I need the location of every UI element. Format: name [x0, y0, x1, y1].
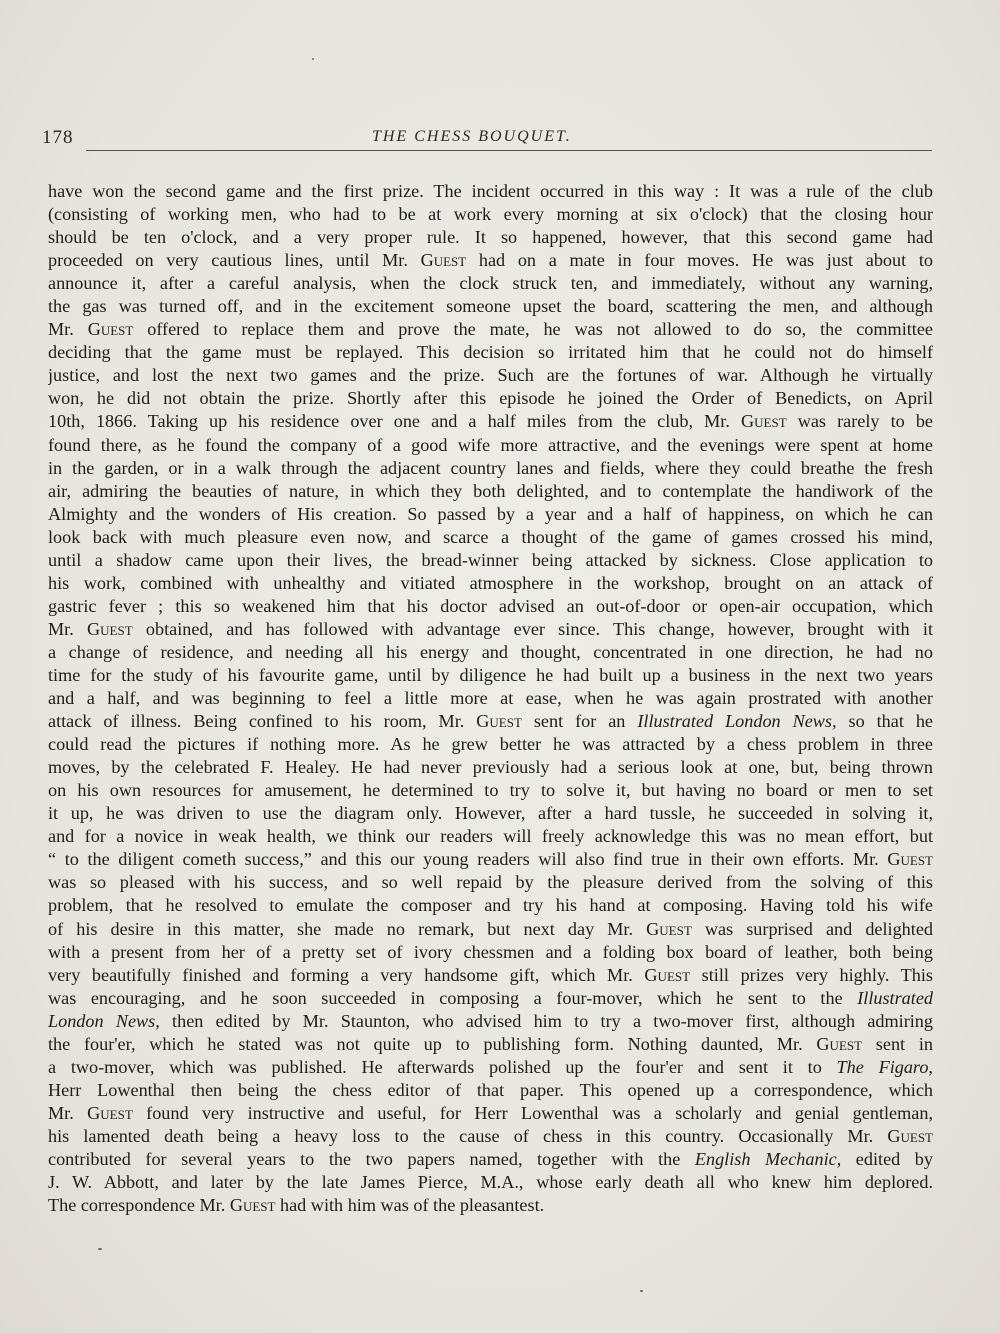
text-run: look back with much pleasure even now, and scarce a thought of the game of games crossed his mind, — [48, 526, 933, 547]
text-run: gastric fever ; this so weakened him that his doctor advised an out-of-door or open-air occupation, which — [48, 595, 933, 616]
text-line — [48, 1194, 933, 1217]
text-run: a change of residence, and needing all his energy and thought, concentrated in one direction, he had no — [48, 641, 933, 662]
text-line — [48, 1148, 933, 1171]
text-run: time for the study of his favourite game, until by diligence he had built up a business in the next two years — [48, 664, 933, 685]
text-run: could read the pictures if nothing more. As he grew better he was attracted by a chess problem in three — [48, 734, 933, 755]
text-run: was rarely to be — [786, 411, 933, 432]
text-line — [48, 802, 933, 825]
text-line — [48, 1010, 933, 1033]
text-run: deciding that the game must be replayed. This decision so irritated him that he could not do himself — [48, 342, 933, 363]
text-run: and a half, and was beginning to feel a little more at ease, when he was again prostrated with another — [48, 688, 933, 709]
text-run: found there, as he found the company of a good wife more attractive, and the evenings were spent at home — [48, 434, 933, 455]
paper-speck — [640, 1290, 643, 1292]
text-run: sent in — [862, 1033, 933, 1054]
text-run: won, he did not obtain the prize. Shortly after this episode he joined the Order of Benedicts, on April — [48, 388, 933, 409]
text-line — [48, 687, 933, 710]
text-line — [48, 894, 933, 917]
text-line — [48, 825, 933, 848]
text-line — [48, 572, 933, 595]
text-run: very beautifully finished and forming a very handsome gift, which Mr. — [48, 964, 645, 985]
text-line — [48, 272, 933, 295]
name-small-caps: Guest — [646, 918, 692, 939]
text-run: on his own resources for amusement, he determined to try to solve it, but having no board or men to set — [48, 780, 933, 801]
text-run: with a present from her of a pretty set of ivory chessmen and a folding box board of leather, both being — [48, 941, 933, 962]
text-run: Mr. — [48, 1102, 88, 1123]
text-line — [48, 1102, 933, 1125]
paper-speck — [312, 58, 314, 60]
text-line — [48, 964, 933, 987]
text-run: air, admiring the beauties of nature, in which they both delighted, and to contemplate the handiwork of the — [48, 480, 933, 501]
text-line — [48, 848, 933, 871]
italic-title: Illustrated London News, — [637, 711, 837, 732]
text-line — [48, 733, 933, 756]
text-run: should be ten o'clock, and a very proper rule. It so happened, however, that this second game had — [48, 227, 933, 248]
italic-title: The Figaro, — [836, 1056, 933, 1077]
text-run: the four'er, which he stated was not quite up to publishing form. Nothing daunted, Mr. — [48, 1033, 817, 1054]
text-run: his lamented death being a heavy loss to the cause of chess in this country. Occasionally Mr. — [48, 1125, 888, 1146]
text-line — [48, 364, 933, 387]
name-small-caps: Guest — [420, 250, 467, 271]
name-small-caps: Guest — [87, 319, 134, 340]
text-run: justice, and lost the next two games and the prize. Such are the fortunes of war. Although he virtually — [48, 365, 933, 386]
name-small-caps: Guest — [741, 411, 787, 432]
text-run: offered to replace them and prove the mate, he was not allowed to do so, the committee — [133, 319, 933, 340]
name-small-caps: Guest — [229, 1195, 276, 1216]
text-line — [48, 987, 933, 1010]
text-line — [48, 480, 933, 503]
text-line — [48, 180, 933, 203]
text-run: obtained, and has followed with advantage ever since. This change, however, brought with it — [132, 618, 933, 639]
text-run: Mr. — [48, 319, 88, 340]
text-line — [48, 503, 933, 526]
text-run: until a shadow came upon their lives, the bread-winner being attacked by sickness. Close application to — [48, 549, 933, 570]
text-run: (consisting of working men, who had to be at work every morning at six o'clock) that the closing hour — [48, 204, 933, 225]
text-line — [48, 434, 933, 457]
text-run: so that he — [836, 711, 933, 732]
text-line — [48, 387, 933, 410]
text-run: The correspondence Mr. — [48, 1195, 230, 1216]
text-line — [48, 549, 933, 572]
text-run: then edited by Mr. Staunton, who advised him to try a two-mover first, although admiring — [159, 1010, 933, 1031]
book-title: THE CHESS BOUQUET. — [372, 128, 572, 145]
text-run: was surprised and delighted — [691, 918, 933, 939]
text-line — [48, 1033, 933, 1056]
text-run: his work, combined with unhealthy and vitiated atmosphere in the workshop, brought on an attack of — [48, 572, 933, 593]
paper-speck — [98, 1248, 102, 1250]
text-line — [48, 1171, 933, 1194]
text-run: moves, by the celebrated F. Healey. He had never previously had a serious look at one, but, being thrown — [48, 757, 933, 778]
text-run: of his desire in this matter, she made no remark, but next day Mr. — [48, 918, 647, 939]
text-line — [48, 295, 933, 318]
text-run: contributed for several years to the two papers named, together with the — [48, 1148, 695, 1169]
page-number: 178 — [42, 127, 74, 148]
text-line — [48, 1125, 933, 1148]
text-run: sent for an — [521, 711, 638, 732]
text-run: in the garden, or in a walk through the adjacent country lanes and fields, where they could breathe the fresh — [48, 457, 933, 478]
text-run: and for a novice in weak health, we think our readers will freely acknowledge this was no mean effort, but — [48, 826, 933, 847]
text-line — [48, 779, 933, 802]
name-small-caps: Guest — [87, 1102, 133, 1123]
text-run: it up, he was driven to use the diagram only. However, after a hard tussle, he succeeded in solving it, — [48, 803, 933, 824]
text-line — [48, 1056, 933, 1079]
name-small-caps: Guest — [816, 1033, 863, 1054]
text-line — [48, 226, 933, 249]
text-line — [48, 941, 933, 964]
text-line — [48, 595, 933, 618]
text-line — [48, 664, 933, 687]
text-run: “ to the diligent cometh success,” and this our young readers will also find true in their own efforts. Mr. — [48, 849, 888, 870]
text-run: found very instructive and useful, for Herr Lowenthal was a scholarly and genial gentleman, — [132, 1102, 933, 1123]
text-run: was so pleased with his success, and so well repaid by the pleasure derived from the solving of this — [48, 872, 933, 893]
text-run: announce it, after a careful analysis, when the clock struck ten, and immediately, without any warning, — [48, 273, 933, 294]
body-text — [48, 180, 933, 1217]
text-run: have won the second game and the first prize. The incident occurred in this way : It was a rule of the club — [48, 181, 933, 201]
text-line — [48, 756, 933, 779]
name-small-caps: Guest — [644, 964, 691, 985]
name-small-caps: Guest — [87, 618, 133, 639]
text-run: edited by — [841, 1148, 933, 1169]
text-run: problem, that he resolved to emulate the composer and try his hand at composing. Having told his wife — [48, 895, 933, 916]
text-run: Almighty and the wonders of His creation. So passed by a year and a half of happiness, on which he can — [48, 503, 933, 524]
text-line — [48, 410, 933, 433]
text-run: still prizes very highly. This — [690, 964, 933, 985]
text-run: the gas was turned off, and in the excitement someone upset the board, scattering the men, and although — [48, 296, 933, 317]
text-run: Mr. — [48, 618, 88, 639]
italic-title: Illustrated — [857, 987, 933, 1008]
text-run: was encouraging, and he soon succeeded in composing a four-mover, which he sent to the — [48, 987, 858, 1008]
text-line — [48, 618, 933, 641]
italic-title: English Mechanic, — [694, 1148, 842, 1169]
text-run: proceeded on very cautious lines, until Mr. — [48, 250, 421, 271]
text-line — [48, 710, 933, 733]
text-line — [48, 457, 933, 480]
running-head — [42, 124, 932, 152]
text-run: a two-mover, which was published. He afterwards polished up the four'er and sent it to — [48, 1056, 837, 1077]
text-run: 10th, 1866. Taking up his residence over one and a half miles from the club, Mr. — [48, 411, 741, 432]
text-line — [48, 1079, 933, 1102]
text-run: J. W. Abbott, and later by the late James Pierce, M.A., whose early death all who knew him deplored. — [48, 1172, 933, 1193]
name-small-caps: Guest — [887, 849, 933, 870]
header-rule — [86, 150, 932, 151]
name-small-caps: Guest — [476, 711, 522, 732]
text-line — [48, 641, 933, 664]
text-run: attack of illness. Being confined to his room, Mr. — [48, 711, 477, 732]
text-line — [48, 318, 933, 341]
text-line — [48, 526, 933, 549]
text-run: had on a mate in four moves. He was just about to — [466, 250, 933, 271]
text-run: Herr Lowenthal then being the chess editor of that paper. This opened up a correspondence, which — [48, 1079, 933, 1100]
text-line — [48, 203, 933, 226]
name-small-caps: Guest — [887, 1125, 933, 1146]
text-line — [48, 918, 933, 941]
text-line — [48, 871, 933, 894]
text-line — [48, 249, 933, 272]
text-line — [48, 341, 933, 364]
italic-title: London News, — [48, 1010, 160, 1031]
text-run: had with him was of the pleasantest. — [275, 1195, 545, 1216]
